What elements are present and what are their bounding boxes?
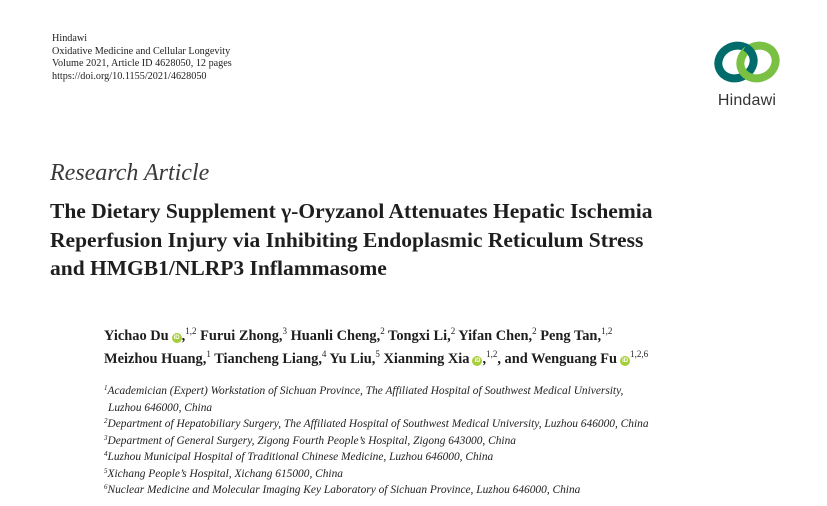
affiliation-number: 3 <box>104 433 108 442</box>
author-affiliation-ref: 4 <box>321 349 327 359</box>
author-list <box>104 325 648 371</box>
author-affiliation-ref: 1 <box>206 349 211 359</box>
orcid-icon[interactable]: iD <box>173 335 180 341</box>
affiliation-item <box>104 482 649 499</box>
affiliation-number: 1 <box>104 384 108 392</box>
affiliation-list <box>104 383 649 499</box>
title-line: The Dietary Supplement γ-Oryzanol Attenuates Hepatic Ischemia <box>50 199 653 223</box>
author-name[interactable]: Yichao Du <box>104 328 169 344</box>
hindawi-rings-icon <box>712 33 782 91</box>
article-type: Research Article <box>50 160 210 186</box>
author-name[interactable]: Yu Liu <box>329 351 372 367</box>
author-name[interactable]: Peng Tan <box>540 328 598 344</box>
title-line: and HMGB1/NLRP3 Inflammasome <box>50 256 387 280</box>
author-affiliation-ref: 1,2 <box>601 326 613 336</box>
author-line-1: Yichao Du iD ,$^{1,2}$ Furui Zhong,$^3$ Huanli Cheng,$^2$ Tongxi Li,$^2$ Yifan Chen,$^2$ Peng Tan,$^{1,2}$ <box>104 326 613 344</box>
article-title <box>50 197 810 283</box>
affiliation-number: 6 <box>104 483 108 491</box>
author-affiliation-ref: 2 <box>532 326 537 336</box>
affiliation-text: Department of General Surgery, Zigong Fourth People’s Hospital, Zigong 643000, China <box>107 434 516 447</box>
author-affiliation-ref: 5 <box>375 349 380 359</box>
author-name[interactable]: Yifan Chen <box>458 328 529 344</box>
author-name[interactable]: Meizhou Huang <box>104 351 203 367</box>
author-affiliation-ref: 1,2 <box>185 326 197 336</box>
author-name[interactable]: Tongxi Li <box>388 328 448 344</box>
affiliation-item <box>104 383 649 400</box>
author-affiliation-ref: 1,2,6 <box>630 349 649 359</box>
author-affiliation-ref: 1,2 <box>486 349 498 359</box>
author-name[interactable]: Huanli Cheng <box>290 328 377 344</box>
journal-meta <box>52 33 232 83</box>
hindawi-logo[interactable] <box>706 33 788 113</box>
author-line-2: Meizhou Huang,$^1$ Tiancheng Liang,$^4$ Yu Liu,$^5$ Xianming Xia iD ,$^{1,2}$, and Wenguang Fu iD$^{1,2,6}$ <box>104 349 649 367</box>
affiliation-text: Department of Hepatobiliary Surgery, The Affiliated Hospital of Southwest Medical University, Luzhou 646000, China <box>107 418 649 430</box>
hindawi-wordmark: Hindawi <box>717 92 777 109</box>
affiliation-number: 2 <box>104 417 108 425</box>
author-name[interactable]: Xianming Xia <box>383 351 470 367</box>
affiliation-item <box>104 449 649 466</box>
author-affiliation-ref: 2 <box>450 326 456 336</box>
author-name[interactable]: Tiancheng Liang <box>214 351 319 367</box>
affiliation-item <box>104 416 649 433</box>
author-name[interactable]: Furui Zhong <box>200 328 279 344</box>
affiliation-text: Luzhou Municipal Hospital of Traditional Chinese Medicine, Luzhou 646000, China <box>107 451 494 463</box>
affiliation-text: Xichang People’s Hospital, Xichang 615000, China <box>107 467 343 480</box>
affiliation-number: 5 <box>104 466 108 475</box>
affiliation-text: Nuclear Medicine and Molecular Imaging Key Laboratory of Sichuan Province, Luzhou 646000, China <box>107 484 581 496</box>
orcid-icon[interactable]: iD <box>474 358 481 364</box>
affiliation-text: Academician (Expert) Workstation of Sichuan Province, The Affiliated Hospital of Southwest Medical University, <box>107 385 624 397</box>
affiliation-item <box>104 433 649 450</box>
affiliation-number: 4 <box>104 450 108 458</box>
affiliation-continuation: Luzhou 646000, China <box>108 401 213 414</box>
author-affiliation-ref: 3 <box>282 326 287 336</box>
author-affiliation-ref: 2 <box>380 326 385 336</box>
author-conjunction: and <box>504 351 532 367</box>
journal-name: Oxidative Medicine and Cellular Longevity <box>52 45 231 57</box>
affiliation-item <box>104 466 649 483</box>
title-line: Reperfusion Injury via Inhibiting Endoplasmic Reticulum Stress <box>50 227 644 252</box>
doi-link[interactable]: https://doi.org/10.1155/2021/4628050 <box>52 70 207 82</box>
publisher-name: Hindawi <box>52 33 88 44</box>
orcid-icon[interactable]: iD <box>622 358 629 364</box>
author-name[interactable]: Wenguang Fu <box>531 351 618 367</box>
volume-line: Volume 2021, Article ID 4628050, 12 pages <box>52 58 232 70</box>
